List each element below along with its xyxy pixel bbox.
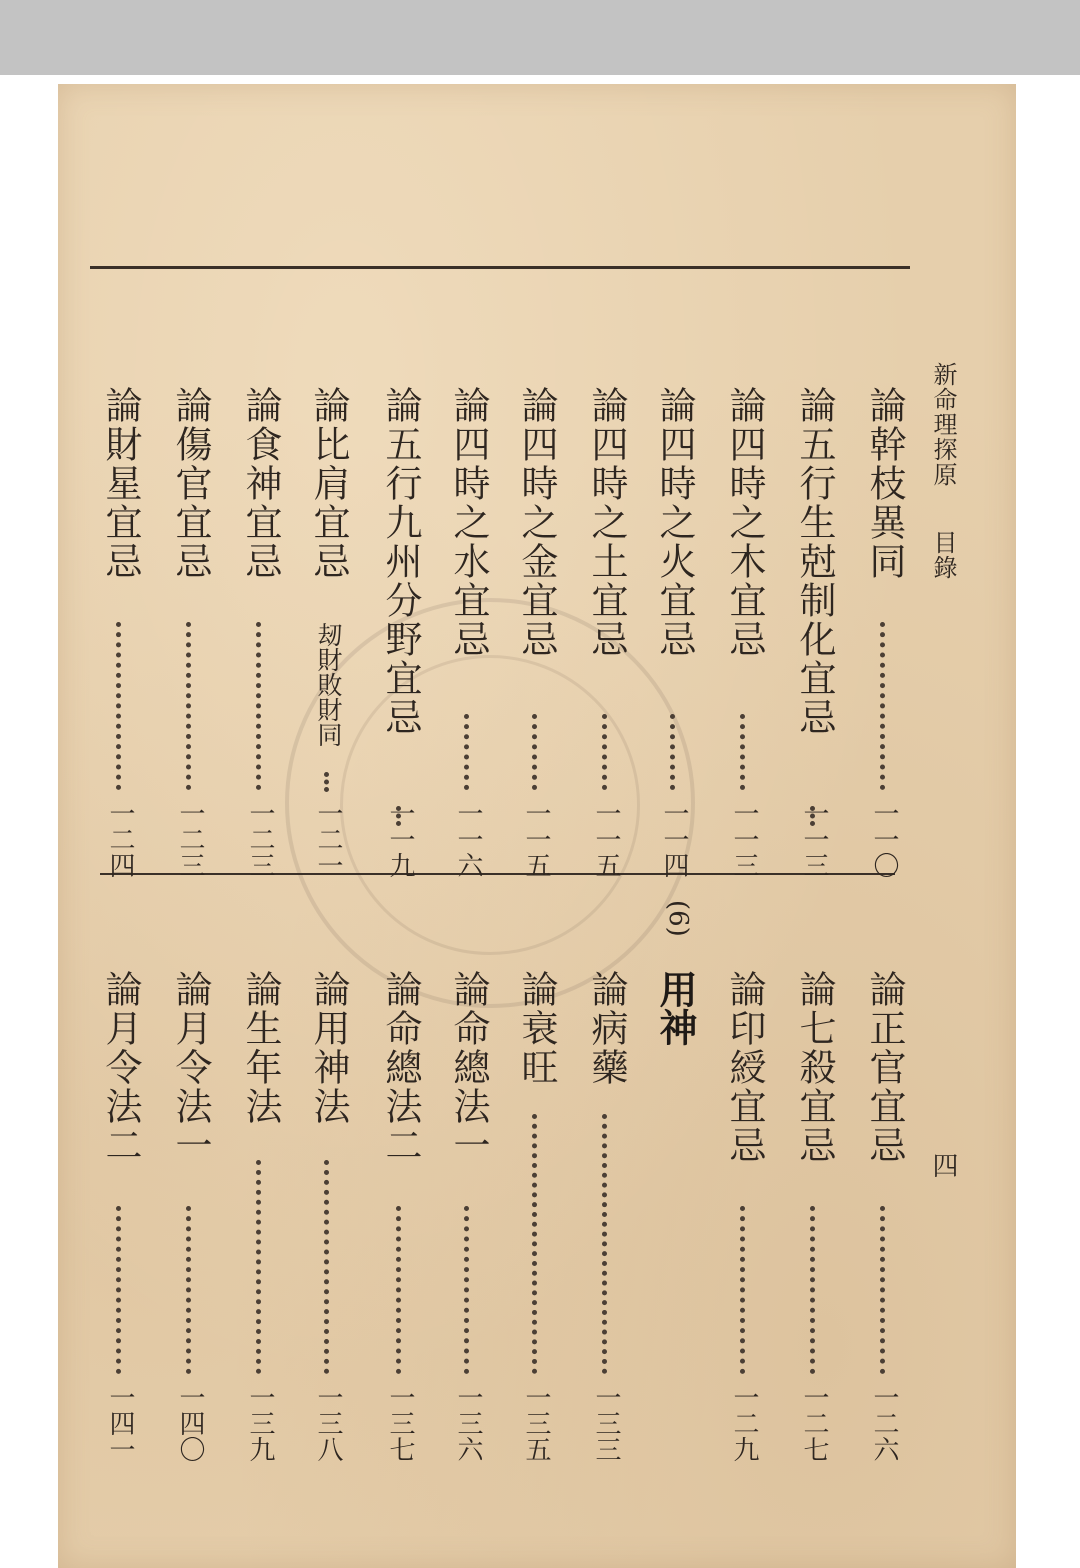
toc-page-number: 一二四 <box>105 800 135 878</box>
toc-entry-title[interactable]: 論比肩宜忌 <box>307 386 350 581</box>
toc-entry-title[interactable]: 論四時之土宜忌 <box>585 386 628 659</box>
dot-leader <box>256 622 300 790</box>
middle-rule <box>100 873 895 875</box>
toc-page-number: 一一〇 <box>869 800 899 878</box>
dot-leader <box>740 1206 784 1374</box>
dot-leader <box>532 714 576 790</box>
toc-entry-title[interactable]: 論月令法二 <box>99 970 142 1165</box>
toc-entry-title[interactable]: 論四時之金宜忌 <box>515 386 558 659</box>
toc-page-number: 一一九 <box>385 800 415 878</box>
toc-entry-title[interactable]: 論生年法 <box>239 970 282 1126</box>
section-number: (6) <box>663 900 693 937</box>
toc-entry-title[interactable]: 論命總法一 <box>447 970 490 1165</box>
section-title: 用神 <box>653 970 698 1046</box>
toc-page-number: 一三八 <box>313 1384 343 1462</box>
dot-leader <box>396 1206 440 1374</box>
toc-page-number: 一四〇 <box>175 1384 205 1462</box>
running-title: 新命理探原 <box>929 362 957 487</box>
dot-leader <box>324 1160 368 1374</box>
toc-entry-title[interactable]: 論正官宜忌 <box>863 970 906 1165</box>
toc-entry-title[interactable]: 論衰旺 <box>515 970 558 1087</box>
toc-entry-note: 刼財敗財同 <box>314 622 343 747</box>
toc-entry-title[interactable]: 論用神法 <box>307 970 350 1126</box>
dot-leader <box>740 714 784 790</box>
toc-entry-title[interactable]: 論財星宜忌 <box>99 386 142 581</box>
dot-leader <box>532 1114 576 1374</box>
toc-page-number: 一一五 <box>521 800 551 878</box>
top-rule <box>90 266 910 269</box>
section-label: 目錄 <box>929 530 957 580</box>
dot-leader <box>396 806 440 826</box>
dot-leader <box>464 1206 508 1374</box>
toc-entry-title[interactable]: 論五行九州分野宜忌 <box>379 386 422 737</box>
toc-page-number: 一一六 <box>453 800 483 878</box>
dot-leader <box>464 714 508 790</box>
dot-leader <box>880 622 924 790</box>
dot-leader <box>602 714 646 790</box>
toc-page-number: 一二三 <box>175 800 205 878</box>
toc-entry-title[interactable]: 論病藥 <box>585 970 628 1087</box>
toc-page-number: 一二九 <box>729 1384 759 1462</box>
dot-leader <box>670 714 714 790</box>
dot-leader <box>256 1160 300 1374</box>
toc-page-number: 一四一 <box>105 1384 135 1462</box>
dot-leader <box>324 772 368 792</box>
toc-entry-title[interactable]: 論五行生尅制化宜忌 <box>793 386 836 737</box>
toc-entry-title[interactable]: 論月令法一 <box>169 970 212 1165</box>
toc-entry-title[interactable]: 論七殺宜忌 <box>793 970 836 1165</box>
toc-entry-title[interactable]: 論四時之水宜忌 <box>447 386 490 659</box>
dot-leader <box>810 806 854 826</box>
toc-entry-title[interactable]: 論傷官宜忌 <box>169 386 212 581</box>
dot-leader <box>880 1206 924 1374</box>
toc-entry-title[interactable]: 論幹枝異同 <box>863 386 906 581</box>
toc-entry-title[interactable]: 論印綬宜忌 <box>723 970 766 1165</box>
toc-page-number: 一二一 <box>313 800 343 878</box>
toc-entry-title[interactable]: 論命總法二 <box>379 970 422 1165</box>
toc-page-number: 一三五 <box>521 1384 551 1462</box>
toc-page-number: 一三三 <box>591 1384 621 1462</box>
toc-page-number: 一一三 <box>729 800 759 878</box>
dot-leader <box>116 622 160 790</box>
toc-page-number: 一二六 <box>869 1384 899 1462</box>
toc-entry-title[interactable]: 論四時之木宜忌 <box>723 386 766 659</box>
toc-page-number: 一三七 <box>385 1384 415 1462</box>
toc-page-number: 一一五 <box>591 800 621 878</box>
toc-entry-title[interactable]: 論食神宜忌 <box>239 386 282 581</box>
toc-page-number: 一二三 <box>245 800 275 878</box>
page-number: 四 <box>928 1152 958 1179</box>
viewer-top-bar <box>0 0 1080 75</box>
toc-page-number: 一三六 <box>453 1384 483 1462</box>
toc-entry-title[interactable]: 論四時之火宜忌 <box>653 386 696 659</box>
dot-leader <box>186 622 230 790</box>
dot-leader <box>810 1206 854 1374</box>
dot-leader <box>186 1206 230 1374</box>
toc-page-number: 一一四 <box>659 800 689 878</box>
dot-leader <box>602 1114 646 1374</box>
toc-page-number: 一三九 <box>245 1384 275 1462</box>
toc-page-number: 一一三 <box>799 800 829 878</box>
toc-page-number: 一二七 <box>799 1384 829 1462</box>
dot-leader <box>116 1206 160 1374</box>
